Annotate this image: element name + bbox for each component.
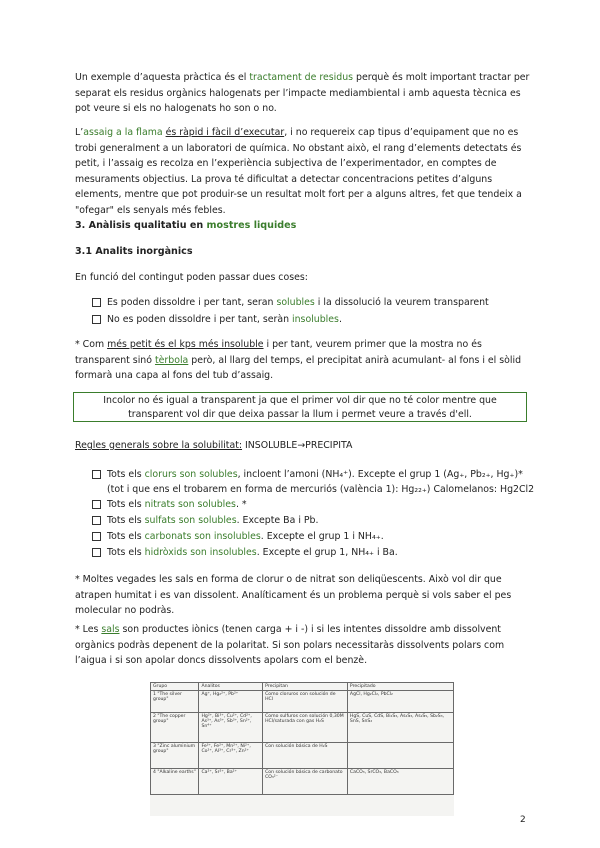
table-row [151, 743, 454, 769]
table-cell: 4 "Alkaline earths" [151, 769, 199, 795]
link-chlorides[interactable]: clorurs son solubles [144, 469, 238, 480]
table-cell: CaCO₃, SrCO₃, BaCO₃ [347, 769, 453, 795]
rule-hydroxides: Tots els hidròxids son insolubles. Excepte el grup 1, NH₄₊ i Ba. [92, 545, 542, 560]
rule-sulfates: Tots els sulfats son solubles. Excepte Ba i Pb. [92, 513, 542, 528]
table-cell: Con solución básica de carbonato CO₃²⁻ [263, 769, 348, 795]
table-cell: HgS, CuS, CdS, Bi₂S₃, As₂S₃, As₂S₅, Sb₂S₃, SnS, SnS₂ [347, 713, 453, 743]
page-number: 2 [520, 815, 526, 825]
table-header: Analitos [199, 683, 263, 691]
checkbox[interactable] [92, 298, 101, 307]
option-insoluble: No es poden dissoldre i per tant, seràn insolubles. [92, 312, 542, 327]
table-row [151, 691, 454, 713]
checkbox[interactable] [92, 532, 101, 541]
rule-chlorides: Tots els clorurs son solubles, incloent l’amoni (NH₄⁺). Excepte el grup 1 (Ag₊, Pb₂₊, Hg₊)* (tot i que ens el trobarem en forma de mercuriós (valència 1): Hg₂₂₊) Calomelanos: Hg2Cl2 [92, 467, 542, 498]
table-cell: Ag⁺, Hg₂²⁺, Pb²⁺ [199, 691, 263, 713]
table-header: Precipitado [347, 683, 453, 691]
paragraph-salts: * Les sals son productes iònics (tenen carga + i -) i si les intentes dissoldre amb dissolvent orgànics podràs depenent de la polaritat. Si son polars necessitaràs dissolvents polars com l’aigua i si son apolar doncs dissolvents apolars com el benzè. [75, 624, 505, 667]
table-cell: Como cloruros con solución de HCl [263, 691, 348, 713]
link-hydroxides[interactable]: hidròxids son insolubles [144, 547, 257, 558]
table-cell: 1 "The silver group" [151, 691, 199, 713]
note-box: Incolor no és igual a transparent ja que el primer vol dir que no té color mentre que transparent vol dir que deixa passar la llum i permet veure a través d'ell. [73, 392, 527, 422]
checkbox[interactable] [92, 516, 101, 525]
link-waste-treatment[interactable]: tractament de residus [249, 72, 354, 83]
link-carbonates[interactable]: carbonats son insolubles [144, 531, 261, 542]
table-cell: Hg²⁺, Bi³⁺, Cu²⁺, Cd²⁺, As³⁺, As⁵⁺, Sb³⁺, Sn²⁺, Sn⁴⁺ [199, 713, 263, 743]
table-header: Grupo [151, 683, 199, 691]
table-cell: Fe³⁺, Fe²⁺, Mn²⁺, Ni²⁺, Co²⁺, Al³⁺, Cr³⁺, Zn²⁺ [199, 743, 263, 769]
paragraph-flame-test: L’assaig a la flama és ràpid i fàcil d’executar, i no requereix cap tipus d’equipament que no es trobi generalment a un laboratori de química. No obstant això, el rang d’elements detectats és petit, i l’assaig es recolza en l’experiència subjectiva de l’experimentador, en comptes de mesuraments objectius. La prova té dificultat a detectar concentracions petites d’alguns elements, mentre que pot produir-se un resultat molt fort per a alguns altres, fet que tendeix a "ofegar" els senyals més febles. [75, 127, 522, 216]
rule-nitrates: Tots els nitrats son solubles. * [92, 497, 542, 512]
checkbox[interactable] [92, 500, 101, 509]
paragraph-kps: * Com més petit és el kps més insoluble i per tant, veurem primer que la mostra no és transparent sinó tèrbola però, al llarg del temps, el precipitat anirà acumulant- al fons i el sòlid formarà una capa al fons del tub d’assaig. [75, 339, 522, 382]
table-cell [347, 743, 453, 769]
paragraph-deliquescent: * Moltes vegades les sals en forma de clorur o de nitrat son deliqüescents. Això vol dir que atrapen humitat i es van dissolent. Analíticament és un problema perquè si vols saber el pes molecular no podràs. [75, 574, 512, 617]
link-nitrates[interactable]: nitrats son solubles [144, 499, 236, 510]
underlined-text: és ràpid i fàcil d’executar [165, 127, 285, 138]
checkbox[interactable] [92, 315, 101, 324]
table-cell: Con solución básica de H₂S [263, 743, 348, 769]
link-insoluble[interactable]: insolubles [292, 314, 339, 325]
table-cell: Como sulfuros con solución 0,30M HCl/saturada con gas H₂S [263, 713, 348, 743]
link-liquid-samples[interactable]: mostres liquides [206, 220, 297, 231]
solubility-rules-title: Regles generals sobre la solubilitat: INSOLUBLE→PRECIPITA [75, 440, 353, 451]
link-flame-test[interactable]: assaig a la flama [83, 127, 163, 138]
analytical-groups-table-image [150, 682, 454, 816]
table-cell: Ca²⁺, Sr²⁺, Ba²⁺ [199, 769, 263, 795]
section-heading-3: 3. Anàlisis qualitatiu en mostres liquides [75, 220, 297, 231]
analytical-groups-table [150, 682, 454, 795]
table-cell: 3 "Zinc aluminium group" [151, 743, 199, 769]
table-cell: 2 "The copper group" [151, 713, 199, 743]
section-heading-3-1: 3.1 Analits inorgànics [75, 246, 193, 257]
option-soluble: Es poden dissoldre i per tant, seran solubles i la dissolució la veurem transparent [92, 295, 542, 310]
link-sulfates[interactable]: sulfats son solubles [144, 515, 237, 526]
checkbox[interactable] [92, 470, 101, 479]
table-cell: AgCl, Hg₂Cl₂, PbCl₂ [347, 691, 453, 713]
link-salts[interactable]: sals [101, 624, 120, 635]
rule-carbonates: Tots els carbonats son insolubles. Excepte el grup 1 i NH₄₊. [92, 529, 542, 544]
link-turbid[interactable]: tèrbola [154, 354, 189, 366]
link-soluble[interactable]: solubles [276, 297, 315, 308]
intro-text: En funció del contingut poden passar dues coses: [75, 272, 308, 283]
table-row [151, 713, 454, 743]
table-row [151, 769, 454, 795]
checkbox[interactable] [92, 548, 101, 557]
paragraph-waste-treatment: Un exemple d’aquesta pràctica és el tractament de residus perquè és molt important tractar per separat els residus orgànics halogenats per l’impacte mediambiental i amb aquesta tècnica es pot veure si els no halogenats ho son o no. [75, 72, 530, 115]
table-header: Precipitan [263, 683, 348, 691]
table-header-row [151, 683, 454, 691]
underlined-text: més petit és el kps més insoluble [107, 339, 264, 350]
